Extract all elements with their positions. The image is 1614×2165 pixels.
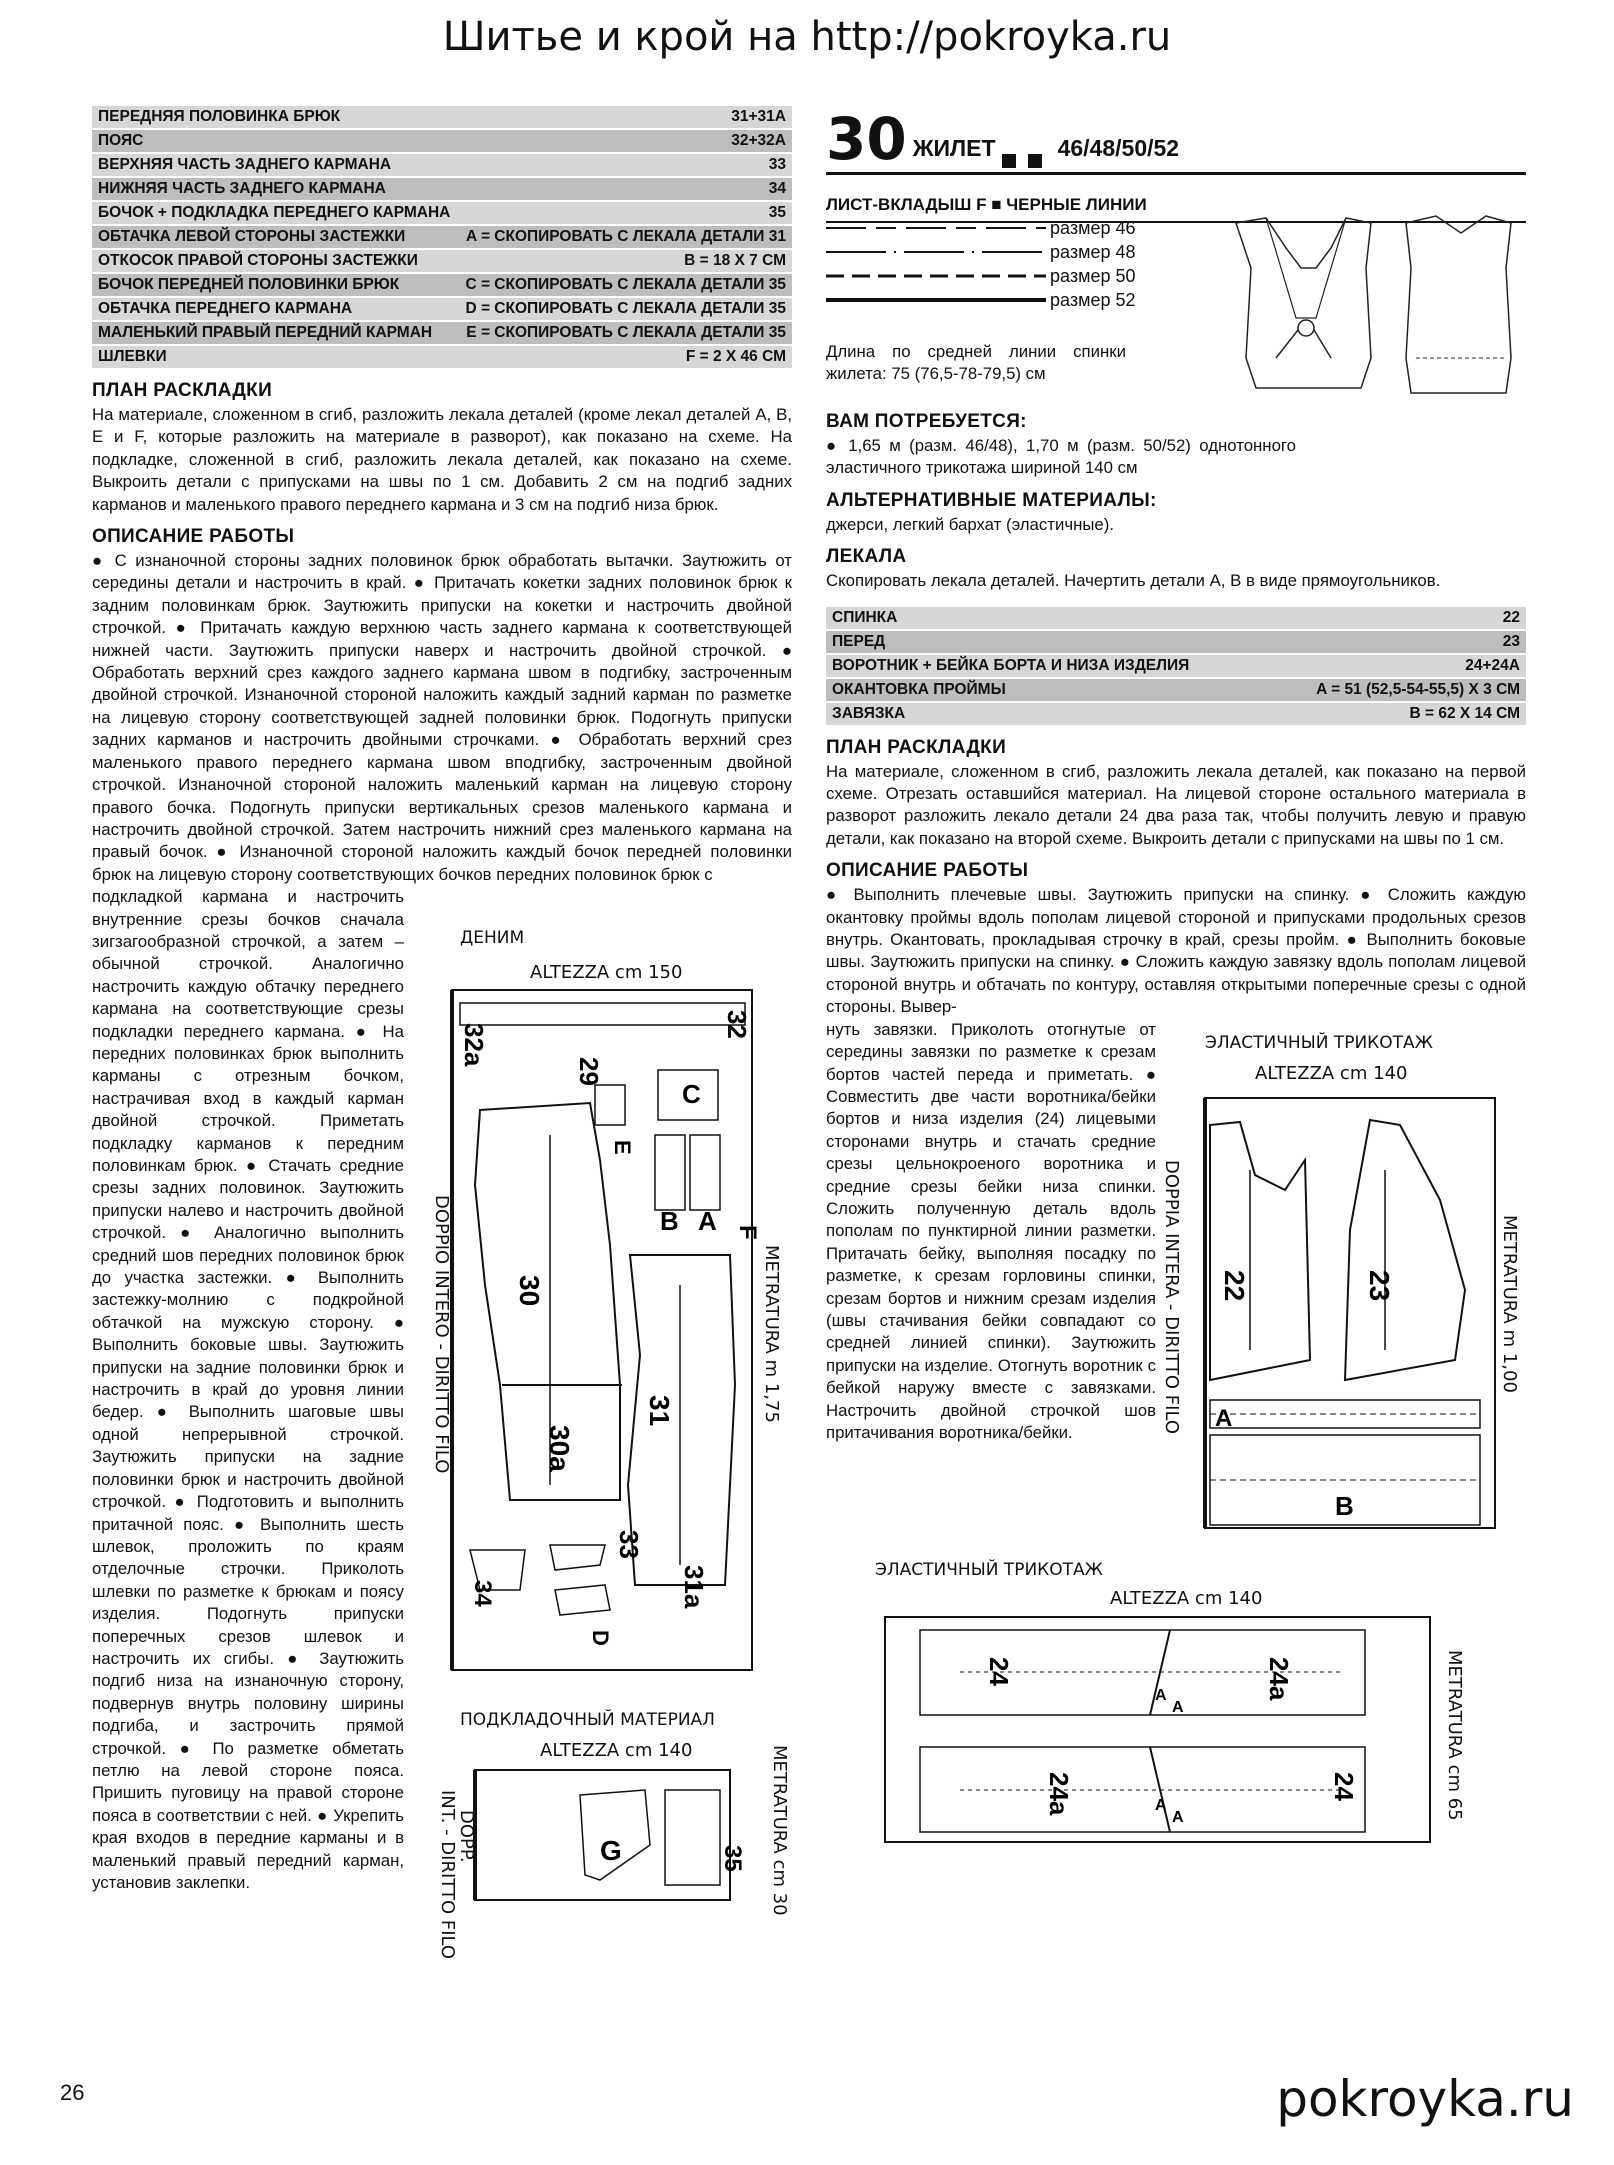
svg-text:30a: 30a — [544, 1425, 575, 1472]
square-icon — [1028, 154, 1042, 168]
part-name: ВЕРХНЯЯ ЧАСТЬ ЗАДНЕГО КАРМАНА — [92, 153, 458, 177]
trousers-layout-heading: ПЛАН РАСКЛАДКИ — [92, 380, 273, 401]
table-row — [92, 345, 792, 369]
table-row — [92, 321, 792, 345]
legend-size-46: размер 46 — [826, 216, 1136, 240]
knit-label-2: ЭЛАСТИЧНЫЙ ТРИКОТАЖ — [875, 1560, 1103, 1580]
svg-text:31a: 31a — [679, 1565, 709, 1609]
alt-materials-text: джерси, легкий бархат (эластичные). — [826, 514, 1115, 534]
part-value: 34 — [458, 177, 792, 201]
model-name: ЖИЛЕТ — [912, 135, 996, 161]
svg-text:32a: 32a — [459, 1023, 489, 1067]
sheet-info: ЛИСТ-ВКЛАДЫШ F ■ ЧЕРНЫЕ ЛИНИИ — [826, 195, 1526, 223]
lining-fold-label-1: DOPP. — [456, 1810, 477, 1863]
vest-parts-table — [826, 607, 1526, 727]
dashed-line-icon — [826, 273, 1046, 279]
svg-text:A: A — [1155, 1797, 1167, 1814]
part-name: ПЕРЕД — [826, 630, 1268, 654]
table-row — [92, 273, 792, 297]
svg-text:F: F — [734, 1225, 761, 1240]
part-value: B = 18 X 7 СМ — [458, 249, 792, 273]
patterns-heading: ЛЕКАЛА — [826, 546, 907, 568]
svg-text:31: 31 — [644, 1395, 675, 1427]
table-row — [92, 249, 792, 273]
table-row — [826, 607, 1526, 630]
svg-text:22: 22 — [1219, 1270, 1250, 1302]
denim-label: ДЕНИМ — [460, 928, 525, 948]
svg-text:A: A — [1215, 1405, 1233, 1432]
need-heading: ВАМ ПОТРЕБУЕТСЯ: — [826, 411, 1027, 432]
part-name: БОЧОК + ПОДКЛАДКА ПЕРЕДНЕГО КАРМАНА — [92, 201, 458, 225]
model-number: 30 — [826, 105, 907, 173]
vest-work-text-narrow: нуть завязки. Приколоть отогнутые от середины завязки по разметке к срезам бортов частей переда и приметать. ● Совместить две части воротника/бейки бортов и низа изделия (24) лицевыми сторонами внутрь и стачать средние срезы цельнокроеного воротника и средние срезы бейки низа спинки. Сложить полученную деталь вдоль пополам по пунктирной линии разметки. Притачать бейку, выполняя посадку по разметке, к срезам горловины спинки, срезам бортов и нижним срезам изделия (швы стачивания бейки совпадают со средней линией спинки). Заутюжить припуски на изделие. Отогнуть воротник с бейкой наружу вместе с завязками. Настрочить двойной строчкой шов притачивания воротника/бейки. — [826, 1019, 1156, 1442]
knit-label-1: ЭЛАСТИЧНЫЙ ТРИКОТАЖ — [1205, 1033, 1433, 1053]
svg-text:35: 35 — [719, 1845, 746, 1872]
part-value: 24+24A — [1268, 654, 1526, 678]
lining-metratura: METRATURA cm 30 — [769, 1745, 790, 1916]
svg-text:24: 24 — [1329, 1772, 1359, 1801]
legend-size-52: размер 52 — [826, 288, 1136, 312]
part-name: ОТКОСОК ПРАВОЙ СТОРОНЫ ЗАСТЕЖКИ — [92, 249, 458, 273]
svg-text:D: D — [588, 1630, 613, 1646]
vest-layout-diagram-2 — [880, 1612, 1440, 1852]
part-name: МАЛЕНЬКИЙ ПРАВЫЙ ПЕРЕДНИЙ КАРМАН — [92, 321, 458, 345]
part-value: 32+32A — [458, 129, 792, 153]
part-value: A = СКОПИРОВАТЬ С ЛЕКАЛА ДЕТАЛИ 31 — [458, 225, 792, 249]
site-header: Шитье и крой на http://pokroyka.ru — [442, 14, 1172, 60]
knit-metratura-2: METRATURA cm 65 — [1444, 1650, 1465, 1821]
vest-layout-text: На материале, сложенном в сгиб, разложить лекала деталей, как показано на первой схеме. Отрезать оставшийся материал. На лицевой стороне остального материала в разворот разложить лекало детали 24 два раза так, чтобы получить левую и правую детали, как показано на второй схеме. Выкроить детали с припусками на швы по 1 см. — [826, 761, 1526, 848]
svg-text:23: 23 — [1364, 1270, 1395, 1302]
svg-text:C: C — [682, 1079, 701, 1109]
part-value: 23 — [1268, 630, 1526, 654]
part-value: D = СКОПИРОВАТЬ С ЛЕКАЛА ДЕТАЛИ 35 — [458, 297, 792, 321]
lining-label: ПОДКЛАДОЧНЫЙ МАТЕРИАЛ — [460, 1710, 715, 1730]
denim-metratura: METRATURA m 1,75 — [761, 1245, 782, 1423]
need-text: ● 1,65 м (разм. 46/48), 1,70 м (разм. 50/52) однотонного эластичного трикотажа шириной 140 см — [826, 436, 1296, 478]
trousers-work-text: ● С изнаночной стороны задних половинок брюк обработать вытачки. Заутюжить от середины детали и настрочить в край. ● Притачать кокетки задних половинок брюк к задним половинкам брюк. Заутюжить припуски на кокетки и настрочить двойной строчкой. ● Притачать каждую верхнюю часть заднего кармана к соответствующей нижней части. Заутюжить припуски наверх и настрочить двойной строчкой. ● Обработать верхний срез каждого заднего кармана швом в подгибку, застроченным двойной строчкой. Изнаночной стороной наложить каждый задний карман по разметке на лицевую сторону соответствующей задней половинки брюк. Подогнуть припуски задних карманов и настрочить двойными строчками. ● Обработать верхний срез маленького правого переднего кармана швом вподгибку, застроченным двойной строчкой. Изнаночной стороной наложить маленький карман на лицевую сторону правого бочка. Подогнуть припуски вертикальных срезов маленького кармана и настрочить двойной строчкой. Затем настрочить нижний срез маленького кармана на правый бочок. ● Изнаночной стороной наложить каждый бочок передней половинки брюк на лицевую сторону соответствующих бочков передних половинок брюк с — [92, 551, 792, 884]
part-value: B = 62 X 14 СМ — [1268, 702, 1526, 726]
part-name: ВОРОТНИК + БЕЙКА БОРТА И НИЗА ИЗДЕЛИЯ — [826, 654, 1268, 678]
footer-site: pokroyka.ru — [1276, 2070, 1574, 2128]
svg-text:A: A — [1155, 1687, 1167, 1704]
part-value: 33 — [458, 153, 792, 177]
denim-fold-label: DOPPIO INTERO - DIRITTO FILO — [431, 1195, 452, 1474]
table-row — [826, 630, 1526, 654]
table-row — [826, 678, 1526, 702]
svg-text:G: G — [600, 1835, 622, 1866]
trousers-work-text-narrow: подкладкой кармана и настрочить внутренние срезы бочков сначала зигзагообразной строчкой, а затем – обычной строчкой. Аналогично настрочить каждую обтачку переднего кармана на соответствующие срезы подкладки переднего кармана. ● На передних половинках брюк выполнить карманы с отрезным бочком, настрачивая вход в каждый карман двойной строчкой. Приметать подкладку карманов к передним половинкам брюк. ● Стачать средние срезы задних половинок. Заутюжить припуски налево и настрочить двойной строчкой. ● Аналогично выполнить средний шов передних половинок брюк до участка застежки. ● Выполнить застежку-молнию с подкройной обтачкой на мужскую сторону. ● Выполнить боковые швы. Заутюжить припуски на задние половинки брюк и настрочить в край до уровня линии бедер. ● Выполнить шаговые швы одной непрерывной строчкой. Заутюжить припуски на задние половинки брюк и настрочить двойной строчкой. ● Подготовить и выполнить притачной пояс. ● Выполнить шесть шлевок, проложить по краям отделочные строчки. Приколоть шлевки по разметке к брюкам и поясу изделия. Подогнуть припуски поперечных срезов шлевок и настрочить их сгибы. ● Заутюжить подгиб низа на изнаночную сторону, подвернув внутрь половину ширины подгиба, и застрочить прямой строчкой. ● По разметке обметать петлю на левой стороне пояса. Пришить пуговицу на правой стороне пояса в соответствии с ней. ● Укрепить края входов в передние карманы и в маленький правый передний карман, установив заклепки. — [92, 887, 404, 1892]
part-value: 22 — [1268, 607, 1526, 630]
alt-materials-heading: АЛЬТЕРНАТИВНЫЕ МАТЕРИАЛЫ: — [826, 489, 1157, 511]
svg-text:A: A — [698, 1206, 717, 1236]
part-name: БОЧОК ПЕРЕДНЕЙ ПОЛОВИНКИ БРЮК — [92, 273, 458, 297]
svg-text:E: E — [610, 1140, 635, 1155]
part-value: A = 51 (52,5-54-55,5) X 3 СМ — [1268, 678, 1526, 702]
svg-text:24a: 24a — [1044, 1772, 1074, 1816]
vest-illustration — [1206, 208, 1526, 408]
svg-text:B: B — [660, 1206, 679, 1236]
trousers-work-heading: ОПИСАНИЕ РАБОТЫ — [92, 526, 295, 548]
svg-text:34: 34 — [469, 1580, 496, 1607]
denim-layout-diagram — [440, 985, 770, 1685]
knit-fold-label: DOPPIA INTERA - DIRITTO FILO — [1161, 1160, 1182, 1435]
part-name: ОКАНТОВКА ПРОЙМЫ — [826, 678, 1268, 702]
part-value: 31+31A — [458, 106, 792, 129]
dash-dot-line-icon — [826, 249, 1046, 255]
part-value: C = СКОПИРОВАТЬ С ЛЕКАЛА ДЕТАЛИ 35 — [458, 273, 792, 297]
part-value: 35 — [458, 201, 792, 225]
part-name: ШЛЕВКИ — [92, 345, 458, 369]
table-row — [92, 177, 792, 201]
table-row — [92, 153, 792, 177]
part-name: НИЖНЯЯ ЧАСТЬ ЗАДНЕГО КАРМАНА — [92, 177, 458, 201]
part-value: E = СКОПИРОВАТЬ С ЛЕКАЛА ДЕТАЛИ 35 — [458, 321, 792, 345]
table-row — [92, 106, 792, 129]
table-row — [826, 654, 1526, 678]
svg-text:A: A — [1172, 1699, 1184, 1716]
part-name: ОБТАЧКА ПЕРЕДНЕГО КАРМАНА — [92, 297, 458, 321]
svg-text:30: 30 — [514, 1275, 545, 1307]
table-row — [92, 225, 792, 249]
svg-text:A: A — [1172, 1809, 1184, 1826]
knit-metratura-1: METRATURA m 1,00 — [1499, 1215, 1520, 1393]
trousers-parts-table — [92, 106, 792, 370]
size-legend — [826, 216, 1136, 312]
length-note: Длина по средней линии спинки жилета: 75 (76,5-78-79,5) см — [826, 342, 1126, 384]
knit-altezza-1: ALTEZZA cm 140 — [1255, 1063, 1408, 1084]
patterns-text: Скопировать лекала деталей. Начертить детали A, B в виде прямоугольников. — [826, 571, 1441, 591]
svg-text:24: 24 — [984, 1657, 1014, 1686]
vest-layout-heading: ПЛАН РАСКЛАДКИ — [826, 736, 1007, 758]
page-number: 26 — [60, 2080, 85, 2105]
part-value: F = 2 X 46 СМ — [458, 345, 792, 369]
part-name: ЗАВЯЗКА — [826, 702, 1268, 726]
denim-altezza: ALTEZZA cm 150 — [530, 962, 683, 983]
knit-altezza-2: ALTEZZA cm 140 — [1110, 1588, 1263, 1609]
table-row — [92, 201, 792, 225]
model-sizes: 46/48/50/52 — [1057, 135, 1180, 161]
model-title-row — [826, 106, 1526, 175]
legend-size-48: размер 48 — [826, 240, 1136, 264]
table-row — [92, 129, 792, 153]
part-name: ПЕРЕДНЯЯ ПОЛОВИНКА БРЮК — [92, 106, 458, 129]
table-row — [826, 702, 1526, 726]
svg-text:B: B — [1335, 1491, 1354, 1521]
vest-work-heading: ОПИСАНИЕ РАБОТЫ — [826, 860, 1029, 882]
legend-size-50: размер 50 — [826, 264, 1136, 288]
square-icon — [1002, 154, 1016, 168]
lining-layout-diagram — [470, 1765, 770, 1905]
part-name: СПИНКА — [826, 607, 1268, 630]
dash-line-icon — [826, 225, 1046, 231]
svg-text:29: 29 — [574, 1057, 604, 1086]
lining-altezza: ALTEZZA cm 140 — [540, 1740, 693, 1761]
lining-fold-label-2: INT. - DIRITTO FILO — [437, 1790, 458, 1960]
table-row — [92, 297, 792, 321]
part-name: ОБТАЧКА ЛЕВОЙ СТОРОНЫ ЗАСТЕЖКИ — [92, 225, 458, 249]
svg-text:32: 32 — [722, 1010, 752, 1039]
svg-text:24a: 24a — [1264, 1657, 1294, 1701]
solid-line-icon — [826, 297, 1046, 303]
trousers-layout-text: На материале, сложенном в сгиб, разложить лекала деталей (кроме лекал деталей A, B, E и F, которые разложить на материале в разворот), как показано на схеме. На подкладке, сложенной в сгиб, разложить лекала деталей, как показано на схеме. Выкроить детали с припусками на швы по 1 см. Добавить 2 см на подгиб задних карманов и маленького правого переднего кармана и 3 см на подгиб низа брюк. — [92, 405, 792, 514]
vest-layout-diagram-1 — [1195, 1090, 1505, 1540]
vest-work-text: ● Выполнить плечевые швы. Заутюжить припуски на спинку. ● Сложить каждую окантовку проймы вдоль пополам лицевой стороной и припусками продольных срезов внутрь. Окантовать, прокладывая строчку в край, срезы пройм. ● Выполнить боковые швы. Заутюжить припуски на спинку. ● Сложить каждую завязку вдоль пополам лицевой стороной внутрь и обтачать по контуру, оставляя открытыми поперечные срезы с одной стороны. Вывер- — [826, 885, 1526, 1017]
svg-text:33: 33 — [614, 1530, 644, 1559]
part-name: ПОЯС — [92, 129, 458, 153]
